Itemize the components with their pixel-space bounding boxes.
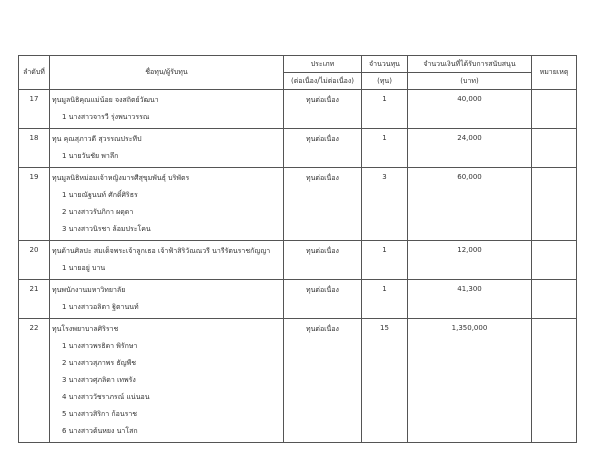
fund-name: ทุนมูลนิธิหม่อมเจ้าหญิงมารศีสุขุมพันธุ์ บริพัตร	[52, 174, 190, 182]
fund-name: ทุนมูลนิธิคุณแม่น้อย จงสถิตย์วัฒนา	[52, 96, 159, 104]
row-count: 1	[362, 129, 408, 168]
table-row	[19, 168, 577, 241]
row-amount: 60,000	[408, 168, 532, 241]
row-note	[532, 90, 577, 129]
row-name-cell	[50, 129, 284, 168]
header-amount-sub: (บาท)	[408, 73, 532, 90]
row-type: ทุนต่อเนื่อง	[284, 241, 362, 280]
recipient: 1 นางสาวจารวี รุ่งพนาวรรณ	[62, 113, 150, 121]
row-amount: 40,000	[408, 90, 532, 129]
recipient: 3 นางสาวศุภลิดา เทพรัง	[62, 376, 136, 384]
table-row	[19, 129, 577, 168]
row-number: 20	[19, 241, 50, 280]
row-number: 18	[19, 129, 50, 168]
recipient: 3 นางสาวนิรชา ล้อมประโคน	[62, 225, 151, 233]
row-name-cell	[50, 241, 284, 280]
row-type: ทุนต่อเนื่อง	[284, 90, 362, 129]
recipient: 1 นายอยู่ บาน	[62, 264, 106, 272]
table-row	[19, 241, 577, 280]
table-row	[19, 90, 577, 129]
row-count: 1	[362, 241, 408, 280]
row-name-cell	[50, 168, 284, 241]
header-type-sub: (ต่อเนื่อง/ไม่ต่อเนื่อง)	[284, 73, 362, 90]
table-row	[19, 319, 577, 443]
row-count: 15	[362, 319, 408, 443]
row-count: 3	[362, 168, 408, 241]
row-note	[532, 129, 577, 168]
row-note	[532, 319, 577, 443]
row-number: 19	[19, 168, 50, 241]
recipient: 2 นางสาวสุภาพร ธัญพืช	[62, 359, 136, 367]
table-row	[19, 280, 577, 319]
header-amount: จำนวนเงินที่ได้รับการสนับสนุน	[408, 56, 532, 73]
recipient: 2 นางสาวรับภิกา ผดุดา	[62, 208, 134, 216]
row-type: ทุนต่อเนื่อง	[284, 168, 362, 241]
row-amount: 1,350,000	[408, 319, 532, 443]
row-count: 1	[362, 90, 408, 129]
fund-name: ทุนโรงพยาบาลศิริราช	[52, 325, 119, 333]
header-name: ชื่อทุน/ผู้รับทุน	[50, 56, 284, 90]
fund-name: ทุนพนักงานมหาวิทยาลัย	[52, 286, 126, 294]
row-type: ทุนต่อเนื่อง	[284, 319, 362, 443]
header-no: ลำดับที่	[19, 56, 50, 90]
row-name-cell	[50, 90, 284, 129]
recipient: 4 นางสาววัชราภรณ์ แน่นอน	[62, 393, 150, 401]
row-note	[532, 280, 577, 319]
row-count: 1	[362, 280, 408, 319]
scholarship-table	[18, 55, 577, 443]
row-number: 22	[19, 319, 50, 443]
header-count-sub: (ทุน)	[362, 73, 408, 90]
fund-name: ทุนด้านศิลปะ สมเด็จพระเจ้าลูกเธอ เจ้าฟ้าสิริวัณณวรี นารีรัตนราชกัญญา	[52, 247, 271, 255]
recipient: 1 นางสาวพรธิดา พิรักษา	[62, 342, 138, 350]
recipient: 1 นางสาวอลิตา ฐิตานนท์	[62, 303, 139, 311]
row-type: ทุนต่อเนื่อง	[284, 280, 362, 319]
recipient: 1 นายณัฐนนท์ ศักดิ์ศิริธร	[62, 191, 138, 199]
header-count: จำนวนทุน	[362, 56, 408, 73]
row-number: 17	[19, 90, 50, 129]
header-type: ประเภท	[284, 56, 362, 73]
row-note	[532, 168, 577, 241]
row-amount: 12,000	[408, 241, 532, 280]
row-number: 21	[19, 280, 50, 319]
row-type: ทุนต่อเนื่อง	[284, 129, 362, 168]
row-name-cell	[50, 280, 284, 319]
fund-name: ทุน คุณสุภาวดี สุวรรณประทีป	[52, 135, 142, 143]
recipient: 6 นางสาวต้นหยง นาโสก	[62, 427, 138, 435]
recipient: 1 นายวันชัย พาลึก	[62, 152, 119, 160]
row-name-cell	[50, 319, 284, 443]
row-note	[532, 241, 577, 280]
row-amount: 41,300	[408, 280, 532, 319]
header-note: หมายเหตุ	[532, 56, 577, 90]
recipient: 5 นางสาวสิริกา ก้อนราช	[62, 410, 138, 418]
row-amount: 24,000	[408, 129, 532, 168]
